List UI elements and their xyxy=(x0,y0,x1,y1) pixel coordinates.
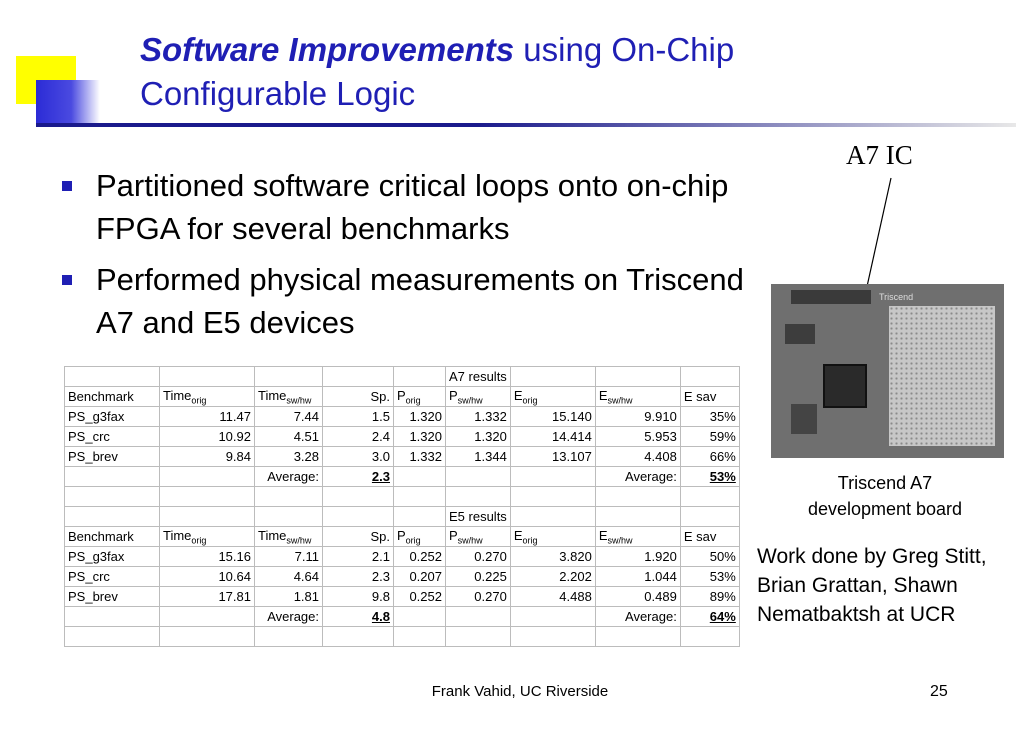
header-subscript: sw/hw xyxy=(607,395,633,406)
value-cell: 35% xyxy=(680,407,739,427)
header-main-text: P xyxy=(449,527,458,543)
bullet-text: Performed physical measurements on Triscend A7 and E5 devices xyxy=(96,262,744,340)
value-cell: 7.44 xyxy=(255,407,323,427)
empty-cell xyxy=(510,467,595,487)
value-cell: 15.16 xyxy=(160,547,255,567)
credit-text: Work done by Greg Stitt, Brian Grattan, Shawn Nematbaktsh at UCR xyxy=(757,545,987,626)
empty-cell xyxy=(160,467,255,487)
column-header: E sav xyxy=(680,527,739,547)
empty-cell xyxy=(446,607,511,627)
empty-cell xyxy=(510,627,595,647)
header-subscript: orig xyxy=(405,395,421,406)
value-cell: 9.8 xyxy=(323,587,394,607)
value-cell: 4.408 xyxy=(595,447,680,467)
empty-cell xyxy=(255,507,323,527)
results-table xyxy=(64,366,740,647)
value-cell: 1.344 xyxy=(446,447,511,467)
empty-cell xyxy=(446,467,511,487)
benchmark-name: PS_brev xyxy=(65,447,160,467)
value-cell: 0.252 xyxy=(394,547,446,567)
photo-caption xyxy=(780,470,990,522)
empty-cell xyxy=(323,507,394,527)
value-cell: 0.207 xyxy=(394,567,446,587)
empty-cell xyxy=(680,507,739,527)
empty-cell xyxy=(255,367,323,387)
photo-caption-line: Triscend A7 xyxy=(837,473,933,493)
header-main-text: Time xyxy=(258,527,287,543)
value-cell: 3.0 xyxy=(323,447,394,467)
value-cell: 4.64 xyxy=(255,567,323,587)
bullet-text: Partitioned software critical loops onto on-chip FPGA for several benchmarks xyxy=(96,168,729,246)
header-main-text: Time xyxy=(163,527,192,543)
header-subscript: sw/hw xyxy=(286,395,312,406)
benchmark-name: PS_crc xyxy=(65,567,160,587)
results-table-body xyxy=(65,367,740,647)
empty-cell xyxy=(510,487,595,507)
value-cell: 59% xyxy=(680,427,739,447)
header-main-text: Time xyxy=(258,387,287,403)
empty-cell xyxy=(65,487,160,507)
value-cell: 7.11 xyxy=(255,547,323,567)
empty-cell xyxy=(160,507,255,527)
page-number: 25 xyxy=(930,683,948,700)
value-cell: 3.28 xyxy=(255,447,323,467)
blank-row xyxy=(65,627,740,647)
header-main-text: E xyxy=(513,527,523,543)
value-cell: 2.4 xyxy=(323,427,394,447)
column-header xyxy=(255,387,323,407)
footer-author: Frank Vahid, UC Riverside xyxy=(431,683,609,700)
a7-chip xyxy=(823,364,867,408)
column-header xyxy=(510,527,595,547)
header-subscript: orig xyxy=(191,535,207,546)
value-cell: 15.140 xyxy=(510,407,595,427)
column-header xyxy=(446,387,511,407)
caption-row xyxy=(65,367,740,387)
empty-cell xyxy=(446,627,511,647)
value-cell: 14.414 xyxy=(510,427,595,447)
table-row xyxy=(65,427,740,447)
header-main-text: E xyxy=(598,387,608,403)
header-subscript: sw/hw xyxy=(607,535,633,546)
slide-title-emphasis: Software Improvements xyxy=(140,31,515,68)
column-header xyxy=(446,527,511,547)
empty-cell xyxy=(595,507,680,527)
value-cell: 1.320 xyxy=(446,427,511,447)
value-cell: 89% xyxy=(680,587,739,607)
value-cell: 50% xyxy=(680,547,739,567)
average-energy-savings: 53% xyxy=(680,467,739,487)
table-row xyxy=(65,587,740,607)
header-subscript: orig xyxy=(191,395,207,406)
value-cell: 1.332 xyxy=(394,447,446,467)
value-cell: 17.81 xyxy=(160,587,255,607)
column-header xyxy=(160,387,255,407)
benchmark-name: PS_g3fax xyxy=(65,407,160,427)
column-header: Benchmark xyxy=(65,387,160,407)
average-speedup: 2.3 xyxy=(323,467,394,487)
empty-cell xyxy=(394,507,446,527)
empty-cell xyxy=(323,487,394,507)
header-main-text: E xyxy=(598,527,608,543)
slide-title-rest: using On-Chip Configurable Logic xyxy=(140,31,735,112)
empty-cell xyxy=(160,627,255,647)
header-subscript: sw/hw xyxy=(286,535,312,546)
empty-cell xyxy=(323,367,394,387)
header-subscript: sw/hw xyxy=(457,395,483,406)
header-main-text: P xyxy=(449,387,458,403)
empty-cell xyxy=(680,627,739,647)
benchmark-name: PS_g3fax xyxy=(65,547,160,567)
empty-cell xyxy=(160,487,255,507)
column-header: Sp. xyxy=(323,387,394,407)
average-label: Average: xyxy=(595,607,680,627)
column-header: E sav xyxy=(680,387,739,407)
value-cell: 1.044 xyxy=(595,567,680,587)
table-row xyxy=(65,567,740,587)
average-label: Average: xyxy=(595,467,680,487)
average-speedup: 4.8 xyxy=(323,607,394,627)
empty-cell xyxy=(595,627,680,647)
empty-cell xyxy=(595,367,680,387)
value-cell: 0.270 xyxy=(446,547,511,567)
value-cell: 0.225 xyxy=(446,567,511,587)
empty-cell xyxy=(65,367,160,387)
value-cell: 0.252 xyxy=(394,587,446,607)
value-cell: 9.910 xyxy=(595,407,680,427)
table-row xyxy=(65,547,740,567)
column-header xyxy=(510,387,595,407)
value-cell: 2.202 xyxy=(510,567,595,587)
board-component xyxy=(791,404,817,434)
value-cell: 1.320 xyxy=(394,427,446,447)
empty-cell xyxy=(680,367,739,387)
empty-cell xyxy=(65,627,160,647)
empty-cell xyxy=(394,467,446,487)
photo-caption-line: development board xyxy=(807,499,963,519)
empty-cell xyxy=(65,507,160,527)
header-main-text: Time xyxy=(163,387,192,403)
value-cell: 0.270 xyxy=(446,587,511,607)
header-main-text: E xyxy=(513,387,523,403)
column-header xyxy=(595,387,680,407)
board-prototype-area xyxy=(889,306,995,446)
empty-cell xyxy=(65,467,160,487)
value-cell: 2.3 xyxy=(323,567,394,587)
empty-cell xyxy=(680,487,739,507)
column-header: Benchmark xyxy=(65,527,160,547)
empty-cell xyxy=(160,367,255,387)
empty-cell xyxy=(255,627,323,647)
header-main-text: P xyxy=(397,527,406,543)
value-cell: 66% xyxy=(680,447,739,467)
column-header xyxy=(394,527,446,547)
table-row xyxy=(65,407,740,427)
benchmark-name: PS_crc xyxy=(65,427,160,447)
empty-cell xyxy=(394,607,446,627)
header-subscript: orig xyxy=(522,395,538,406)
empty-cell xyxy=(510,367,595,387)
value-cell: 10.64 xyxy=(160,567,255,587)
empty-cell xyxy=(323,627,394,647)
results-caption: E5 results xyxy=(446,507,511,527)
value-cell: 1.320 xyxy=(394,407,446,427)
empty-cell xyxy=(255,487,323,507)
value-cell: 1.332 xyxy=(446,407,511,427)
empty-cell xyxy=(65,607,160,627)
empty-cell xyxy=(394,367,446,387)
board-header-connector xyxy=(791,290,871,304)
empty-cell xyxy=(510,607,595,627)
value-cell: 10.92 xyxy=(160,427,255,447)
average-energy-savings: 64% xyxy=(680,607,739,627)
value-cell: 4.488 xyxy=(510,587,595,607)
value-cell: 53% xyxy=(680,567,739,587)
results-caption: A7 results xyxy=(446,367,511,387)
column-header xyxy=(394,387,446,407)
column-header xyxy=(595,527,680,547)
header-row xyxy=(65,387,740,407)
value-cell: 0.489 xyxy=(595,587,680,607)
column-header xyxy=(255,527,323,547)
board-brand-text: Triscend xyxy=(879,292,914,302)
value-cell: 2.1 xyxy=(323,547,394,567)
blank-row xyxy=(65,487,740,507)
value-cell: 5.953 xyxy=(595,427,680,447)
caption-row xyxy=(65,507,740,527)
value-cell: 13.107 xyxy=(510,447,595,467)
board-component xyxy=(785,324,815,344)
average-row xyxy=(65,607,740,627)
header-subscript: orig xyxy=(405,535,421,546)
header-main-text: P xyxy=(397,387,406,403)
empty-cell xyxy=(446,487,511,507)
board-photo xyxy=(771,284,1004,458)
value-cell: 4.51 xyxy=(255,427,323,447)
column-header: Sp. xyxy=(323,527,394,547)
empty-cell xyxy=(595,487,680,507)
table-row xyxy=(65,447,740,467)
average-row xyxy=(65,467,740,487)
empty-cell xyxy=(510,507,595,527)
header-subscript: sw/hw xyxy=(457,535,483,546)
empty-cell xyxy=(394,627,446,647)
empty-cell xyxy=(160,607,255,627)
value-cell: 11.47 xyxy=(160,407,255,427)
value-cell: 3.820 xyxy=(510,547,595,567)
column-header xyxy=(160,527,255,547)
empty-cell xyxy=(394,487,446,507)
average-label: Average: xyxy=(255,467,323,487)
value-cell: 1.5 xyxy=(323,407,394,427)
header-row xyxy=(65,527,740,547)
value-cell: 1.81 xyxy=(255,587,323,607)
value-cell: 9.84 xyxy=(160,447,255,467)
header-subscript: orig xyxy=(522,535,538,546)
value-cell: 1.920 xyxy=(595,547,680,567)
ic-label: A7 IC xyxy=(846,140,913,170)
benchmark-name: PS_brev xyxy=(65,587,160,607)
average-label: Average: xyxy=(255,607,323,627)
